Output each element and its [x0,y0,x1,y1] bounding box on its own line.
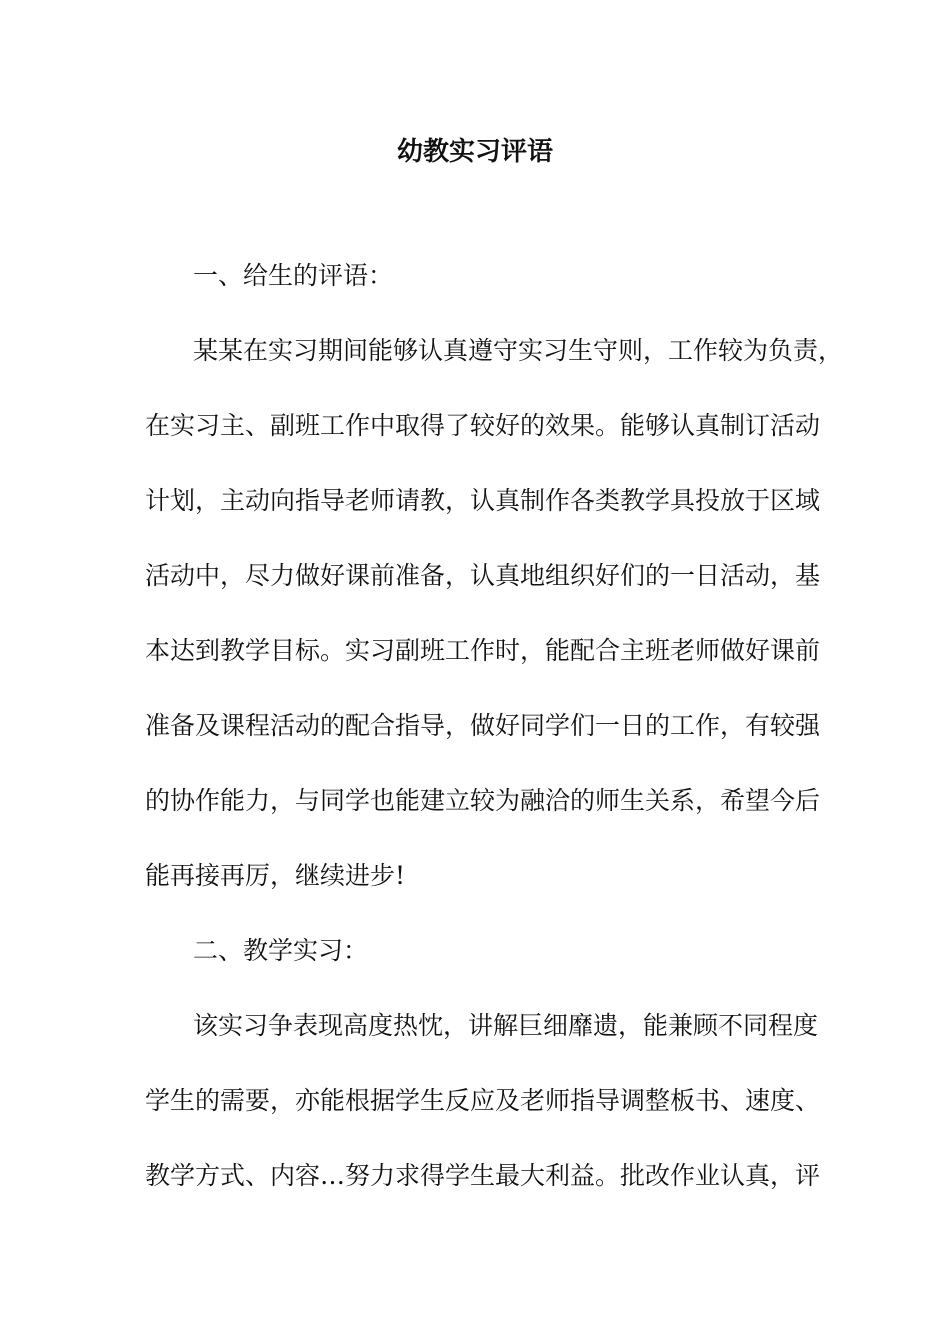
paragraph-line: 计划，主动向指导老师请教，认真制作各类教学具投放于区域 [145,486,821,515]
paragraph-line: 该实习争表现高度热忱，讲解巨细靡遗，能兼顾不同程度 [193,1011,819,1040]
paragraph-line: 教学方式、内容…努力求得学生最大利益。批改作业认真，评 [145,1161,821,1190]
paragraph-line: 某某在实习期间能够认真遵守实习生守则，工作较为负责， [193,336,844,365]
document-title: 幼教实习评语 [396,137,553,167]
section-heading-student-comments: 一、给生的评语： [193,261,394,290]
paragraph-line: 准备及课程活动的配合指导，做好同学们一日的工作，有较强 [145,711,821,740]
paragraph-line: 能再接再厉，继续进步! [145,861,406,890]
paragraph-line: 本达到教学目标。实习副班工作时，能配合主班老师做好课前 [145,636,821,665]
section-heading-teaching-practice: 二、教学实习： [193,936,369,965]
paragraph-line: 学生的需要，亦能根据学生反应及老师指导调整板书、速度、 [145,1086,821,1115]
paragraph-line: 活动中，尽力做好课前准备，认真地组织好们的一日活动，基 [145,561,821,590]
paragraph-line: 的协作能力，与同学也能建立较为融洽的师生关系，希望今后 [145,786,821,815]
paragraph-line: 在实习主、副班工作中取得了较好的效果。能够认真制订活动 [145,411,821,440]
